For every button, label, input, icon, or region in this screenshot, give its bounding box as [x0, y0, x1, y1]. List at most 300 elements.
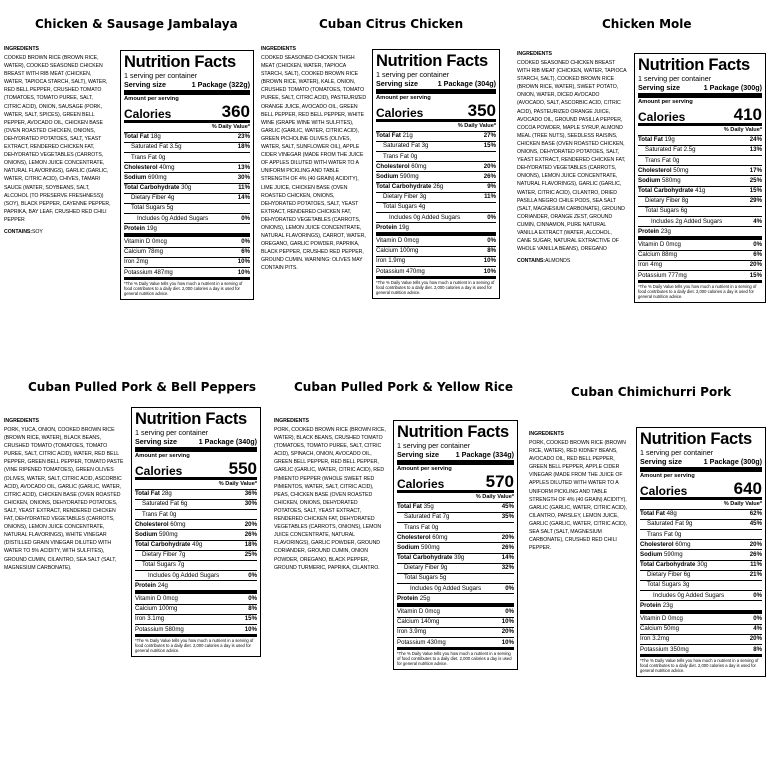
nutrient-row — [397, 543, 514, 553]
nutrient-name-cell — [640, 603, 673, 609]
nutrient-row — [640, 601, 762, 614]
nutrient-name-cell — [376, 154, 417, 160]
nutrient-row — [397, 533, 514, 543]
nutrient-name-cell — [135, 562, 184, 568]
ingredients-block — [4, 417, 124, 572]
nutrient-name: Protein — [397, 594, 418, 602]
nutrient-amount: 100mg — [158, 605, 178, 613]
nutrient-daily-value: 13% — [237, 163, 250, 171]
nutrient-row — [135, 490, 257, 500]
nutrient-name-cell — [135, 616, 164, 622]
nutrient-amount: 19g — [146, 224, 157, 232]
nutrient-name-cell — [397, 596, 430, 602]
nutrient-amount: 7g — [177, 561, 185, 569]
nutrient-amount: 350mg — [670, 645, 689, 653]
nutrient-amount: 18g — [150, 133, 161, 141]
nutrient-amount: 4mg — [650, 261, 663, 269]
nutrient-daily-value: 30% — [244, 500, 257, 508]
nutrient-name: Vitamin D — [376, 237, 403, 245]
nutrient-amount: 5g — [439, 574, 447, 582]
nutrient-row — [397, 638, 514, 650]
calories-value: 410 — [733, 105, 762, 124]
nutrient-row — [638, 176, 762, 186]
nutrient-name: Trans Fat — [142, 510, 168, 518]
nutrient-daily-value: 23% — [237, 133, 250, 141]
nutrient-name-cell — [638, 273, 687, 279]
nutrient-row — [397, 618, 514, 628]
nutrient-name: Vitamin D — [640, 615, 667, 623]
nutrient-name-cell — [397, 640, 446, 646]
nutrient-daily-value: 15% — [749, 187, 762, 195]
nutrition-facts-label — [372, 49, 500, 299]
nutrition-facts-heading: Nutrition Facts — [640, 430, 752, 448]
nutrient-amount: 9g — [685, 520, 693, 528]
nutrient-name-cell — [638, 158, 679, 164]
nutrient-daily-value: 26% — [483, 172, 496, 180]
nutrient-name-cell — [376, 225, 409, 231]
nutrient-daily-value: 26% — [501, 543, 514, 551]
daily-value-footnote: *The % Daily Value tells you how much a nutrient in a serving of food contributes to a daily diet. 2,000 calories a day is used for general nutrition advice. — [638, 284, 757, 300]
nutrient-amount: 590mg — [159, 530, 178, 538]
ingredients-block — [274, 417, 386, 572]
nutrient-name: Protein — [124, 224, 145, 232]
nutrient-name-cell — [397, 609, 440, 615]
nutrient-amount: 100mg — [399, 247, 419, 255]
nutrient-row — [376, 203, 496, 213]
calories-row — [376, 102, 496, 122]
nutrient-name-cell — [640, 511, 677, 517]
nutrient-daily-value: 20% — [501, 533, 514, 541]
nutrient-daily-value: 18% — [237, 143, 250, 151]
nutrient-name-cell — [397, 575, 446, 581]
nutrient-row — [397, 607, 514, 617]
nutrient-name: Sodium — [397, 543, 420, 551]
nutrient-amount: 3g — [419, 193, 427, 201]
nutrient-daily-value: 0% — [241, 214, 250, 222]
nutrient-daily-value: 20% — [244, 520, 257, 528]
nutrient-row — [640, 530, 762, 540]
nutrient-name: Iron — [638, 261, 649, 269]
product-title: Cuban Pulled Pork & Bell Peppers — [28, 380, 256, 394]
nutrient-name-cell — [135, 627, 184, 633]
nutrient-name-cell — [397, 525, 438, 531]
nutrition-facts-label — [634, 53, 766, 303]
nutrient-row — [397, 584, 514, 594]
nutrient-daily-value: 10% — [483, 257, 496, 265]
nutrient-name: Protein — [638, 227, 659, 235]
nutrient-name: Potassium — [397, 638, 426, 646]
nutrient-daily-value: 4% — [753, 625, 762, 633]
nutrition-facts-heading: Nutrition Facts — [397, 423, 509, 441]
nutrient-name: Potassium — [124, 268, 153, 276]
serving-size-row — [397, 450, 514, 465]
ingredients-block — [517, 50, 627, 265]
nutrient-daily-value: 9% — [487, 183, 496, 191]
calories-value: 640 — [733, 479, 762, 498]
nutrient-daily-value: 10% — [501, 638, 514, 646]
daily-value-header: % Daily Value* — [376, 122, 496, 132]
nutrient-daily-value: 18% — [244, 541, 257, 549]
serving-size-row — [135, 437, 257, 452]
product-title: Cuban Chimichurri Pork — [571, 385, 732, 399]
ingredients-heading: INGREDIENTS — [4, 46, 39, 52]
nutrient-name: Potassium — [640, 645, 669, 653]
ingredients-text: COOKED BROWN RICE (BROWN RICE, WATER), COOKED SEASONED CHICKEN BREAST WITH RIB MEAT (CHICKEN, WATER, TAPIOCA STARCH, SALT), WATER, RED BELL PEPPER, CRUSHED TOMATO (TOMATOES, TOMATO PUREE, SALT, CITRIC ACID), ONION, SAUSAGE (PORK, WATER, SALT, SPICES), GREEN BELL PEPPER, AVOCADO OIL, CHICKEN BASE (OVEN ROASTED CHICKEN, ONIONS, DEHYDRATED POTATOES, SALT, YEAST EXTRACT, RENDERED CHICKEN FAT, DEHYDRATED VEGETABLES (CARROTS, ONIONS), LEMON JUICE CONCENTRATE, NATURAL FLAVORINGS), GARLIC (GARLIC, WATER, CITRIC ACID), CHIVES, TAMARI SAUCE (WATER, SOYBEANS, SALT, ALCOHOL (TO PRESERVE FRESHNESS)) (SOY), BLACK PEPPER, CAYENNE PEPPER, PAPRIKA, BAY LEAF, CRUSHED RED CHILI PEPPER — [4, 55, 111, 223]
ingredients-block — [261, 45, 368, 273]
product-title: Cuban Pulled Pork & Yellow Rice — [294, 380, 514, 394]
nutrient-name-cell — [397, 545, 440, 551]
nutrient-name: Total Carbohydrate — [135, 541, 191, 549]
nutrient-name: Cholesterol — [376, 162, 410, 170]
amount-per-serving: Amount per serving — [397, 466, 452, 472]
nutrient-amount: 60mg — [432, 533, 448, 541]
calories-label: Calories — [638, 110, 686, 124]
nutrient-amount: 2.5g — [683, 146, 696, 154]
nutrient-name: Iron — [124, 258, 135, 266]
nutrient-daily-value: 0% — [248, 595, 257, 603]
nutrient-name: Includes 0g Added Sugars — [148, 571, 220, 579]
nutrient-name-cell — [124, 205, 173, 211]
nutrient-name-cell — [124, 239, 167, 245]
daily-value-footnote: *The % Daily Value tells you how much a nutrient in a serving of food contributes to a daily diet. 2,000 calories a day is used for general nutrition advice. — [640, 658, 759, 674]
nutrient-daily-value: 11% — [238, 184, 250, 192]
calories-row — [124, 103, 250, 123]
nutrient-daily-value: 0% — [753, 615, 762, 623]
nutrient-name: Sodium — [376, 172, 399, 180]
nutrient-name-cell — [376, 238, 419, 244]
servings-per-container: 1 serving per container — [397, 441, 471, 450]
nutrient-row — [135, 571, 257, 581]
nutrient-name-cell — [135, 501, 187, 507]
nutrient-amount: 3g — [682, 581, 690, 589]
calories-row — [135, 460, 257, 480]
contains-line — [4, 228, 111, 236]
calories-row — [638, 106, 762, 126]
nutrient-amount: 4g — [167, 194, 175, 202]
nutrient-name: Saturated Fat — [645, 146, 682, 154]
nutrient-daily-value: 8% — [248, 605, 257, 613]
nutrient-daily-value: 26% — [749, 550, 762, 558]
nutrient-name-cell — [376, 143, 428, 149]
calories-label: Calories — [376, 106, 424, 120]
nutrient-name-cell — [124, 165, 174, 171]
nutrient-amount: 2mg — [136, 258, 149, 266]
ingredients-text: COOKED SEASONED CHICKEN BREAST WITH RIB MEAT (CHICKEN, WATER, TAPIOCA STARCH, SALT), COOKED BROWN RICE (BROWN RICE, WATER), SWEET POTATO, ONION, WATER, DICED AVOCADO (AVOCADO, SALT, ASCORBIC ACID, CITRIC ACID), PASTEURIZED ORANGE JUICE, AVOCADO OIL, GROUND PASILLA PEPPER, COCOA POWDER, MAPLE SYRUP, ALMOND MEAL (TREE NUTS), SEEDLESS RAISINS, CHICKEN BASE (OVEN ROASTED CHICKEN, ONIONS, DEHYDRATED POTATOES, SALT, YEAST EXTRACT, RENDERED CHICKEN FAT, DEHYDRATED VEGETABLES (CARROTS, ONIONS), LEMON JUICE CONCENTRATE, NATURAL FLAVORINGS), GARLIC (GARLIC, WATER, CITRIC ACID), CILANTRO, DRIED PASILLA NEGRO CHILE PODS, SEA SALT (SALT, MAGNESIUM CARBONATE), GROUND CORIANDER, ORANGE ZEST, GROUND CUMIN, CINNAMON, PURE NATURAL VANILLA EXTRACT (WATER, ALCOHOL, CANE SUGAR, NATURAL EXTRACTIVE OF WHOLE VANILLA BEANS), OREGANO — [517, 60, 627, 253]
nutrient-daily-value: 25% — [749, 176, 762, 184]
nutrient-row — [376, 172, 496, 182]
serving-size-label: Serving size — [376, 79, 418, 88]
nutrient-amount: 0mcg — [668, 615, 683, 623]
nutrient-amount: 590mg — [400, 172, 419, 180]
nutrient-name: Total Carbohydrate — [376, 183, 432, 191]
nutrient-name: Total Carbohydrate — [640, 561, 696, 569]
nutrient-name: Saturated Fat — [131, 143, 168, 151]
nutrient-name: Dietary Fiber — [404, 564, 439, 572]
nutrient-name: Vitamin D — [638, 241, 665, 249]
nutrient-name-cell — [397, 586, 481, 592]
nutrient-name: Total Fat — [638, 136, 663, 144]
nutrient-name-cell — [640, 521, 692, 527]
nutrient-row — [638, 271, 762, 283]
nutrient-name: Saturated Fat — [383, 142, 420, 150]
servings-per-container: 1 serving per container — [135, 428, 209, 437]
nutrient-name-cell — [135, 573, 219, 579]
nutrient-daily-value: 24% — [749, 136, 762, 144]
nutrient-daily-value: 27% — [483, 132, 496, 140]
nutrient-row — [640, 561, 762, 571]
nutrient-daily-value: 36% — [244, 490, 257, 498]
nutrient-name: Iron — [397, 628, 408, 636]
nutrient-amount: 0g — [431, 523, 439, 531]
nutrient-name: Total Sugars — [142, 561, 176, 569]
nutrient-amount: 41g — [695, 187, 706, 195]
servings-per-container: 1 serving per container — [376, 70, 450, 79]
nutrition-facts-label — [636, 427, 766, 677]
nutrient-name: Includes 0g Added Sugars — [389, 213, 461, 221]
nutrient-row — [376, 183, 496, 193]
nutrition-facts-heading: Nutrition Facts — [376, 52, 488, 70]
ingredients-text: COOKED SEASONED CHICKEN THIGH MEAT (CHICKEN, WATER, TAPIOCA STARCH, SALT), COOKED BROWN RICE (BROWN RICE, WATER), KALE, ONION, CRUSHED TOMATO (TOMATOES, TOMATO PUREE, SALT, CITRIC ACID), PASTEURIZED ORANGE JUICE, AVOCADO OIL, GREEN BELL PEPPER, RED BELL PEPPER, WHITE WINE (GRAPE WINE WITH SULFITES), GARLIC (GARLIC, WATER, CITRIC ACID), GREEN PICHOLINE OLIVES (OLIVES, WATER, SALT, SUNFLOWER OIL), APPLE CIDER VINEGAR (MADE FROM THE JUICE OF APPLES DILUTED WITH WATER TO A UNIFORM PICKLING AND TABLE STRENGTH OF 4% (40 GRAIN) ACIDITY), LIME JUICE, CHICKEN BASE (OVEN ROASTED CHICKEN, ONIONS, DEHYDRATED POTATOES, SALT, YEAST EXTRACT, RENDERED CHICKEN FAT, DEHYDRATED VEGETABLES (CARROTS, ONIONS), LEMON JUICE CONCENTRATE, NATURAL FLAVORINGS), CARROT, WATER, OREGANO, GARLIC POWDER, PAPRIKA, BLACK PEPPER, CRUSHED RED PEPPER, GROUND CUMIN. WARNING: OLIVES MAY CONTAIN PITS. — [261, 55, 367, 272]
calories-value: 570 — [485, 472, 514, 491]
nutrient-name-cell — [135, 583, 168, 589]
serving-size-value: 1 Package (334g) — [455, 450, 514, 459]
nutrient-name-cell — [124, 195, 174, 201]
nutrient-name-cell — [640, 532, 681, 538]
nutrient-amount: 6g — [680, 207, 688, 215]
ingredients-text: PORK, COOKED BROWN RICE (BROWN RICE, WATER), RED KIDNEY BEANS, AVOCADO OIL, RED BELL PEPPER, GREEN BELL PEPPER, APPLE CIDER VINEGAR (MADE FROM THE JUICE OF APPLES DILUTED WITH WATER TO A UNIFORM PICKLING AND TABLE STRENGTH OF 4% (40 GRAIN) ACIDITY), GARLIC (GARLIC, WATER, CITRIC ACID), CILANTRO, PARSLEY, LEMON JUICE, GARLIC (GARLIC, WATER, CITRIC ACID), SEA SALT (SALT, MAGNESIUM CARBONATE), CRUSHED RED CHILI PEPPER. — [529, 440, 627, 552]
nutrient-row — [124, 214, 250, 224]
nutrient-amount: 60mg — [675, 540, 691, 548]
nutrient-name-cell — [640, 572, 690, 578]
nutrient-name: Iron — [376, 257, 387, 265]
nutrient-row — [124, 163, 250, 173]
nutrient-name-cell — [124, 216, 208, 222]
nutrient-name: Total Carbohydrate — [397, 554, 453, 562]
nutrient-daily-value: 10% — [244, 625, 257, 633]
nutrient-name-cell — [397, 514, 449, 520]
nutrient-name-cell — [397, 619, 439, 625]
nutrient-daily-value: 0% — [487, 213, 496, 221]
nutrient-name: Cholesterol — [124, 163, 158, 171]
nutrient-name: Total Carbohydrate — [124, 184, 180, 192]
nutrient-amount: 7g — [178, 551, 186, 559]
nutrient-name: Total Sugars — [404, 574, 438, 582]
nutrient-daily-value: 20% — [501, 628, 514, 636]
nutrient-daily-value: 17% — [749, 166, 762, 174]
nutrient-name-cell — [135, 512, 176, 518]
nutrient-daily-value: 0% — [241, 238, 250, 246]
nutrient-daily-value: 10% — [237, 258, 250, 266]
nutrient-amount: 1.9mg — [388, 257, 406, 265]
nutrient-name-cell — [638, 208, 687, 214]
nutrient-row — [397, 574, 514, 584]
nutrient-name: Cholesterol — [640, 540, 674, 548]
nutrient-daily-value: 13% — [749, 146, 762, 154]
nutrient-name: Protein — [135, 581, 156, 589]
nutrition-facts-label — [120, 50, 254, 300]
calories-label: Calories — [124, 107, 172, 121]
serving-size-row — [638, 83, 762, 98]
nutrient-daily-value: 15% — [749, 271, 762, 279]
nutrient-name-cell — [638, 242, 681, 248]
nutrient-name-cell — [397, 535, 447, 541]
serving-size-label: Serving size — [640, 457, 682, 466]
product-title: Cuban Citrus Chicken — [319, 17, 464, 31]
nutrient-daily-value: 20% — [749, 540, 762, 548]
nutrient-name: Dietary Fiber — [142, 551, 177, 559]
nutrient-name-cell — [376, 174, 419, 180]
nutrient-daily-value: 21% — [749, 571, 762, 579]
nutrient-name-cell — [638, 188, 705, 194]
product-title: Chicken & Sausage Jambalaya — [35, 17, 238, 31]
nutrient-name: Includes 0g Added Sugars — [653, 591, 725, 599]
nutrient-name-cell — [397, 504, 434, 510]
nutrient-daily-value: 10% — [237, 268, 250, 276]
nutrient-row — [640, 645, 762, 657]
nutrient-daily-value: 6% — [753, 251, 762, 259]
nutrient-name: Saturated Fat — [647, 520, 684, 528]
nutrient-name: Calcium — [397, 618, 420, 626]
nutrient-name-cell — [640, 552, 683, 558]
nutrient-row — [124, 237, 250, 247]
nutrient-name-cell — [376, 133, 413, 139]
daily-value-header: % Daily Value* — [135, 480, 257, 490]
nutrient-amount: 0mcg — [666, 241, 681, 249]
nutrient-daily-value: 0% — [753, 591, 762, 599]
nutrient-name: Vitamin D — [124, 238, 151, 246]
nutrient-name-cell — [640, 626, 679, 632]
nutrient-row — [376, 247, 496, 257]
nutrient-name: Vitamin D — [397, 608, 424, 616]
nutrient-amount: 19g — [664, 136, 675, 144]
nutrient-row — [376, 193, 496, 203]
nutrient-row — [376, 236, 496, 246]
nutrient-row — [376, 213, 496, 223]
nutrient-amount: 21g — [402, 132, 413, 140]
nutrient-amount: 60mg — [411, 162, 427, 170]
nutrient-row — [135, 615, 257, 625]
nutrient-row — [638, 227, 762, 240]
nutrient-row — [640, 635, 762, 645]
nutrient-amount: 0mcg — [163, 595, 178, 603]
nutrient-row — [135, 530, 257, 540]
nutrient-amount: 50mg — [663, 625, 679, 633]
nutrient-daily-value: 15% — [483, 142, 496, 150]
nutrient-name-cell — [124, 175, 167, 181]
nutrient-row — [638, 197, 762, 207]
nutrient-name: Total Fat — [135, 490, 160, 498]
ingredients-heading: INGREDIENTS — [274, 418, 309, 424]
nutrient-name-cell — [376, 269, 425, 275]
nutrient-name: Total Sugars — [645, 207, 679, 215]
nutrient-amount: 30g — [181, 184, 192, 192]
nutrient-row — [640, 510, 762, 520]
nutrient-amount: 0mcg — [152, 238, 167, 246]
serving-size-label: Serving size — [638, 83, 680, 92]
nutrient-name: Calcium — [376, 247, 399, 255]
nutrient-amount: 690mg — [148, 173, 167, 181]
nutrient-row — [638, 146, 762, 156]
nutrient-row — [638, 136, 762, 146]
nutrient-row — [124, 184, 250, 194]
serving-size-label: Serving size — [397, 450, 439, 459]
nutrient-row — [376, 162, 496, 172]
calories-value: 350 — [467, 101, 496, 120]
nutrient-name: Iron — [135, 615, 146, 623]
nutrient-name: Potassium — [638, 271, 667, 279]
calories-row — [397, 473, 514, 493]
nutrient-row — [640, 614, 762, 624]
nutrient-name-cell — [376, 194, 426, 200]
calories-value: 550 — [228, 459, 257, 478]
nutrient-row — [638, 187, 762, 197]
nutrient-daily-value: 4% — [753, 217, 762, 225]
nutrient-row — [135, 605, 257, 615]
nutrient-row — [638, 251, 762, 261]
nutrient-name-cell — [376, 164, 426, 170]
nutrient-name-cell — [376, 204, 425, 210]
calories-label: Calories — [640, 484, 688, 498]
nutrient-name: Protein — [640, 601, 661, 609]
nutrient-amount: 3.9mg — [409, 628, 427, 636]
nutrient-amount: 88mg — [661, 251, 677, 259]
nutrient-row — [638, 207, 762, 217]
calories-value: 360 — [221, 102, 250, 121]
serving-size-label: Serving size — [135, 437, 177, 446]
nutrient-row — [135, 625, 257, 637]
daily-value-footnote: *The % Daily Value tells you how much a nutrient in a serving of food contributes to a daily diet. 2,000 calories a day is used for general nutrition advice. — [397, 651, 512, 667]
nutrient-name-cell — [124, 155, 165, 161]
product-title: Chicken Mole — [602, 17, 692, 31]
nutrient-amount: 3.2mg — [652, 635, 670, 643]
nutrient-daily-value: 8% — [753, 645, 762, 653]
nutrient-amount: 23g — [662, 601, 673, 609]
contains-label: CONTAINS: — [4, 228, 32, 235]
nutrient-name: Trans Fat — [404, 523, 430, 531]
nutrient-row — [397, 594, 514, 607]
nutrient-name: Total Fat — [397, 503, 422, 511]
nutrient-name-cell — [135, 491, 172, 497]
nutrient-name: Calcium — [638, 251, 661, 259]
nutrient-row — [376, 223, 496, 236]
nutrient-amount: 28g — [161, 490, 172, 498]
nutrient-name-cell — [638, 229, 671, 235]
nutrient-row — [397, 554, 514, 564]
nutrient-amount: 590mg — [664, 550, 683, 558]
amount-per-serving: Amount per serving — [376, 95, 431, 101]
nutrient-name-cell — [124, 259, 148, 265]
daily-value-header: % Daily Value* — [638, 126, 762, 136]
contains-line — [517, 257, 627, 265]
nutrient-amount: 78mg — [147, 248, 163, 256]
nutrient-daily-value: 0% — [505, 608, 514, 616]
nutrient-row — [124, 143, 250, 153]
daily-value-header: % Daily Value* — [124, 123, 250, 133]
nutrient-name: Sodium — [124, 173, 147, 181]
nutrient-name-cell — [640, 647, 689, 653]
calories-row — [640, 480, 762, 500]
nutrient-name-cell — [397, 629, 426, 635]
serving-size-label: Serving size — [124, 80, 166, 89]
nutrient-name: Dietary Fiber — [131, 194, 166, 202]
serving-size-value: 1 Package (300g) — [703, 457, 762, 466]
calories-label: Calories — [135, 464, 183, 478]
ingredients-block — [4, 45, 111, 236]
nutrient-amount: 3.5g — [169, 143, 182, 151]
serving-size-value: 1 Package (340g) — [198, 437, 257, 446]
nutrient-daily-value: 30% — [237, 173, 250, 181]
ingredients-text: PORK, COOKED BROWN RICE (BROWN RICE, WATER), BLACK BEANS, CRUSHED TOMATO (TOMATOES, TOMATO PUREE, SALT, CITRIC ACID), SPINACH, ONION, AVOCADO OIL, GREEN BELL PEPPER, RED BELL PEPPER, GARLIC (GARLIC, WATER, CITRIC ACID), RED PIMIENTO PEPPER (WHOLE SWEET RED PIMIENTOS, WATER, SALT, CITRIC ACID), PEAS, CHICKEN BASE (OVEN ROASTED CHICKEN, ONIONS, DEHYDRATED POTATOES, SALT, YEAST EXTRACT, RENDERED CHICKEN FAT, DEHYDRATED VEGETABLES (CARROTS, ONIONS), LEMON JUICE CONCENTRATE, NATURAL FLAVORINGS), GARLIC POWDER, GROUND CORIANDER, GROUND CUMIN, ONION POWDER, OREGANO, BLACK PEPPER, GROUND TURMERIC, PAPRIKA, CILANTRO. — [274, 427, 386, 571]
